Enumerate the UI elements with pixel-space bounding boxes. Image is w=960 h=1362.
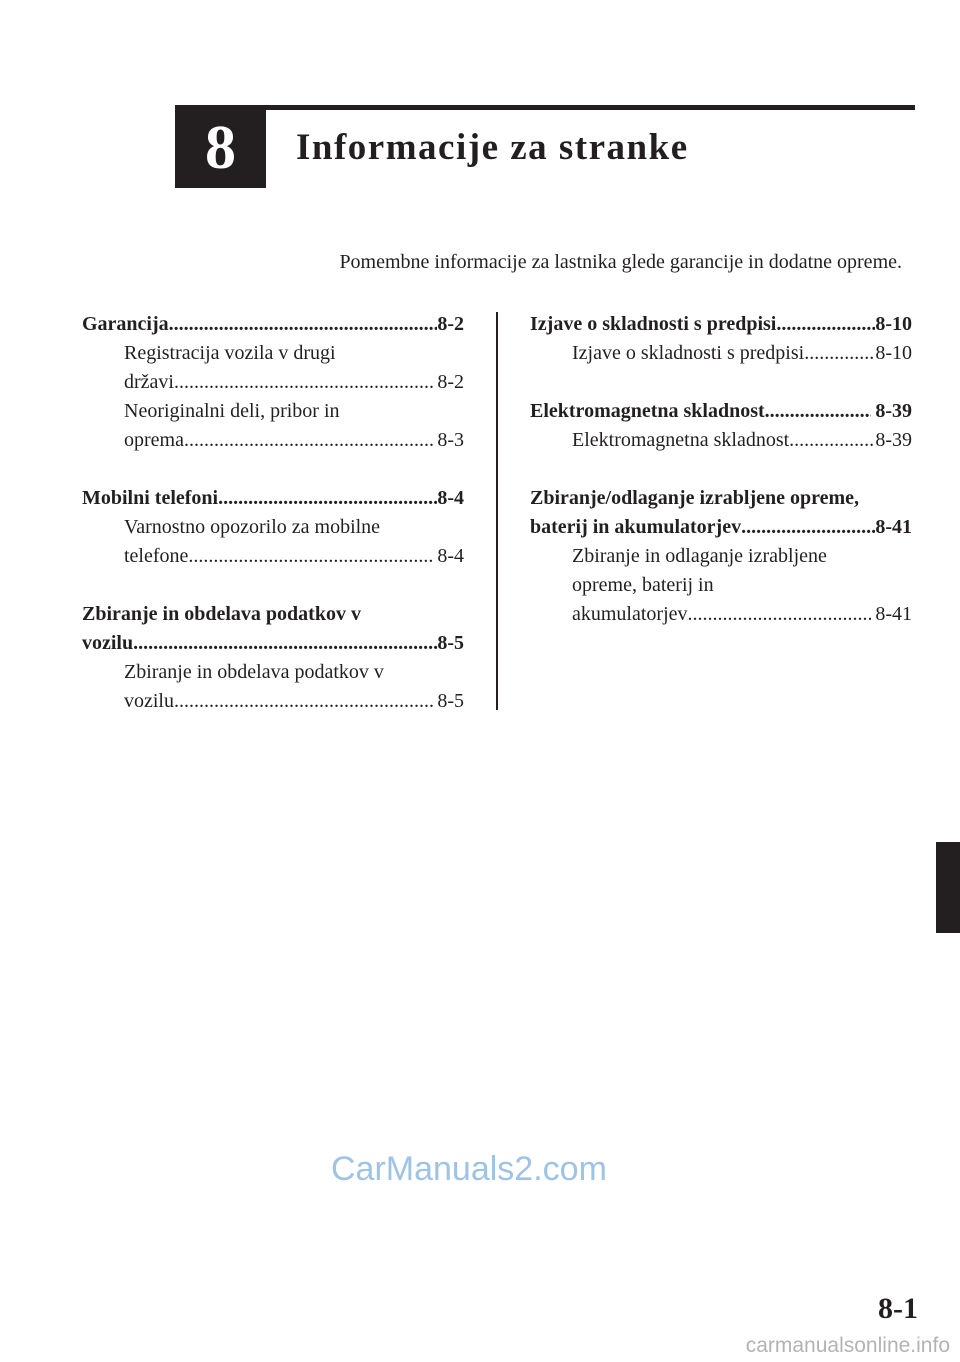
toc-page-number: 8-10 [875,313,912,335]
toc-subentry-line: Registracija vozila v drugi [124,342,336,364]
toc-subentry[interactable] [82,513,464,571]
toc-heading-text: vozilu [82,632,134,654]
toc-page-number: 8-10 [875,342,912,364]
toc-section [82,484,464,571]
toc-page-number: 8-4 [437,545,464,567]
toc-leader-dots [218,484,437,513]
toc-page-number: 8-39 [875,400,912,422]
watermark-text: CarManuals2.com [331,1150,607,1188]
toc-subentry-line: Varnostno opozorilo za mobilne [124,516,381,538]
toc-subentry[interactable] [82,658,464,716]
toc-subentry-final-line [124,368,464,397]
toc-subentry[interactable] [530,542,912,629]
toc-page-number: 8-2 [437,313,464,335]
toc-heading-text: baterij in akumulatorjev [530,516,742,538]
chapter-number-box [175,108,266,188]
toc-page-number: 8-41 [875,516,912,538]
toc-heading-entry[interactable] [530,310,912,339]
toc-page-number: 8-4 [437,487,464,509]
toc-right-column [530,310,912,658]
toc-leader-dots [765,397,872,426]
toc-subentry-line: Neoriginalni deli, pribor in [124,400,340,422]
toc-subentry-final-line [572,339,912,368]
toc-heading-text: Garancija [82,313,169,335]
column-divider [496,312,498,710]
chapter-number: 8 [205,114,236,182]
toc-page-number: 8-39 [875,429,912,451]
chapter-thumb-tab [936,842,960,933]
toc-heading-text: Izjave o skladnosti s predpisi [530,313,777,335]
toc-leader-dots [776,310,875,339]
toc-subentry-line: Zbiranje in odlaganje izrabljene [572,545,827,567]
toc-heading-entry[interactable] [82,310,464,339]
toc-left-column [82,310,464,745]
toc-leader-dots [174,368,433,397]
toc-subentry-line: Zbiranje in obdelava podatkov v [124,661,384,683]
toc-subentry-final-line [124,687,464,716]
toc-heading-text: Elektromagnetna skladnost [530,400,765,422]
toc-leader-dots [184,426,433,455]
toc-section [82,600,464,716]
toc-leader-dots [188,542,433,571]
toc-heading-line[interactable]: Zbiranje in obdelava podatkov v [82,603,361,625]
toc-heading-line[interactable]: Zbiranje/odlaganje izrabljene opreme, [530,487,860,509]
toc-leader-dots [688,600,872,629]
toc-subentry-line: opreme, baterij in [572,574,714,596]
chapter-intro: Pomembne informacije za lastnika glede garancije in dodatne opreme. [339,251,902,273]
toc-leader-dots [741,513,875,542]
toc-section [82,310,464,455]
toc-subentry-final-line [572,426,912,455]
toc-subentry-text: telefone [124,545,189,567]
toc-subentry-text: Elektromagnetna skladnost [572,429,790,451]
toc-subentry-text: vozilu [124,690,174,712]
toc-page-number: 8-5 [437,690,464,712]
page-number: 8-1 [878,1292,918,1325]
toc-subentry[interactable] [82,339,464,397]
toc-section [530,484,912,629]
toc-subentry-final-line [572,600,912,629]
toc-section [530,310,912,368]
toc-page-number: 8-5 [437,632,464,654]
toc-leader-dots [133,629,437,658]
toc-leader-dots [789,426,875,455]
toc-subentry-text: oprema [124,429,184,451]
toc-subentry-text: akumulatorjev [572,603,688,625]
toc-leader-dots [174,687,433,716]
toc-page-number: 8-2 [437,371,464,393]
toc-subentry-final-line [124,426,464,455]
toc-heading-entry[interactable] [530,397,912,426]
toc-subentry-text: Izjave o skladnosti s predpisi [572,342,805,364]
toc-heading-entry[interactable] [82,484,464,513]
toc-heading-entry[interactable] [530,513,912,542]
toc-subentry[interactable] [530,426,912,455]
footer-site-text: carmanualsonline.info [745,1334,950,1357]
toc-subentry[interactable] [530,339,912,368]
chapter-title: Informacije za stranke [296,127,689,168]
toc-heading-text: Mobilni telefoni [82,487,219,509]
toc-page-number: 8-41 [875,603,912,625]
toc-subentry-text: državi [124,371,174,393]
toc-leader-dots [804,339,875,368]
toc-subentry[interactable] [82,397,464,455]
toc-subentry-final-line [124,542,464,571]
chapter-top-rule [175,105,915,110]
toc-leader-dots [169,310,438,339]
toc-heading-entry[interactable] [82,629,464,658]
toc-section [530,397,912,455]
toc-page-number: 8-3 [437,429,464,451]
